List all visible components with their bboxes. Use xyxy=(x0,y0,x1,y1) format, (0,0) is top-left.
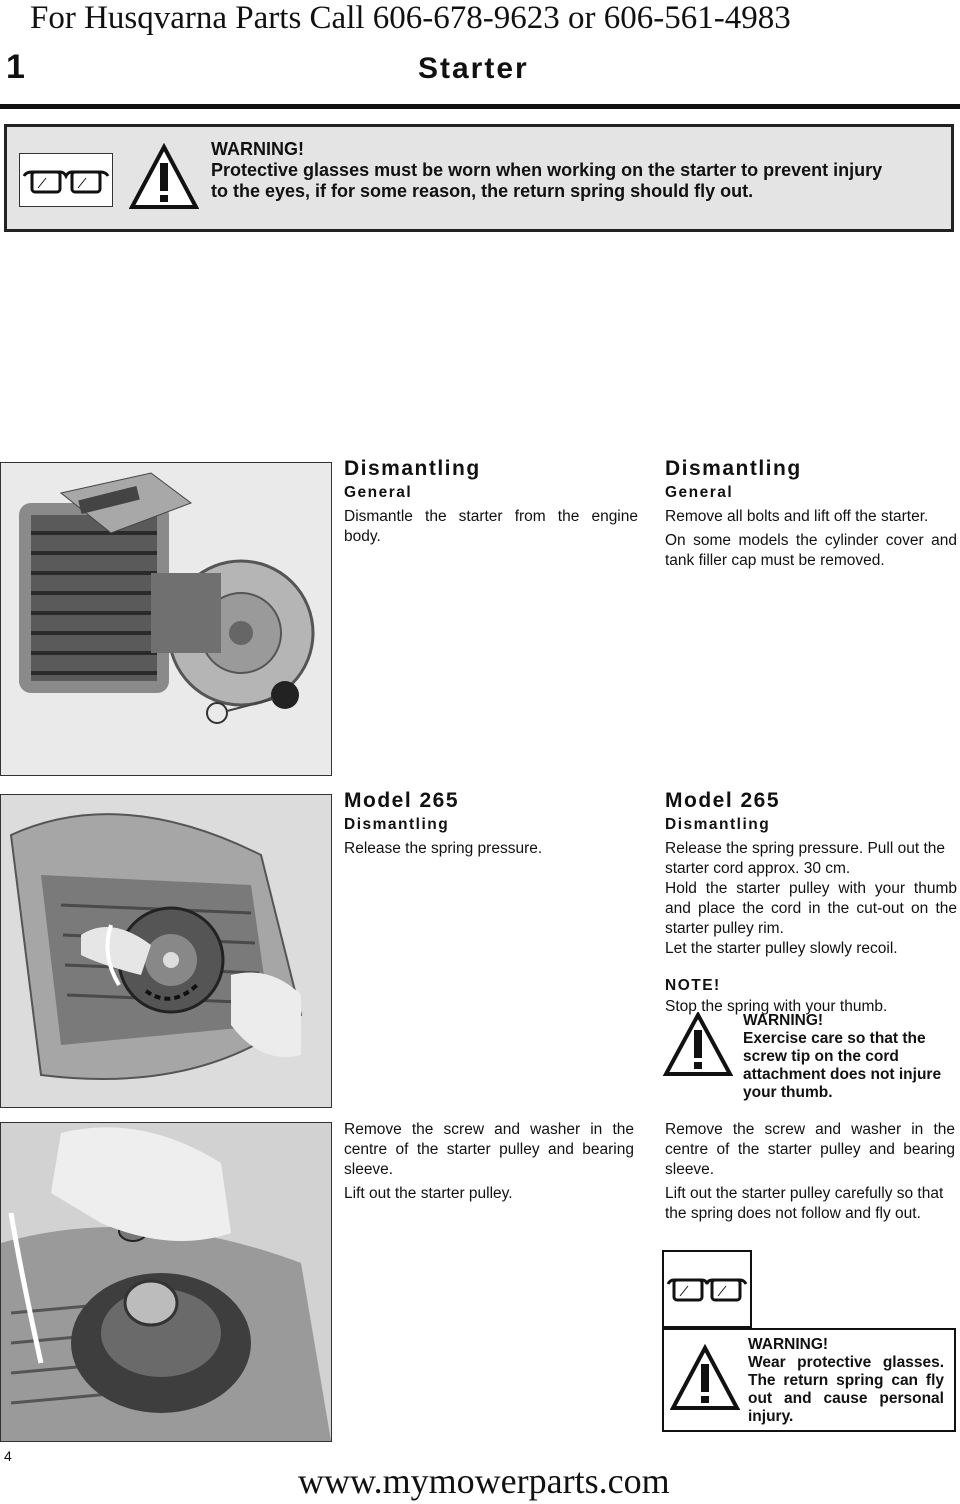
note-heading: NOTE! xyxy=(665,977,721,994)
warning-line-2: to the eyes, if for some reason, the return spring should fly out. xyxy=(211,181,754,201)
warning-body: Exercise care so that the screw tip on the cord attachment does not injure your thumb. xyxy=(743,1030,942,1101)
subheading-general: General xyxy=(344,484,413,501)
instruction-text: Release the spring pressure. xyxy=(344,840,543,857)
parts-call-header: For Husqvarna Parts Call 606-678-9623 or 606-561-4983 xyxy=(30,0,791,36)
chapter-number: 1 xyxy=(6,48,25,86)
bottom-warning-text xyxy=(748,1336,944,1426)
note-text: Stop the spring with your thumb. xyxy=(665,998,888,1015)
subheading-dismantling: Dismantling xyxy=(665,816,771,833)
pulley-removal-photo xyxy=(0,1122,332,1442)
instruction-text: On some models the cylinder cover and tank filler cap must be removed. xyxy=(665,532,957,569)
instruction-text: Release the spring pressure. Pull out the starter cord approx. 30 cm. xyxy=(665,840,946,877)
instruction-text: Let the starter pulley slowly recoil. xyxy=(665,940,898,957)
warning-triangle-icon xyxy=(670,1344,740,1417)
instruction-text: Remove the screw and washer in the centre of the starter pulley and bearing sleeve. xyxy=(344,1121,634,1178)
page-number: 4 xyxy=(4,1448,12,1464)
warning-heading: WARNING! xyxy=(748,1336,829,1353)
starter-release-photo xyxy=(0,794,332,1108)
header-rule xyxy=(0,104,960,109)
model265-right xyxy=(665,788,957,1017)
safety-glasses-icon xyxy=(19,153,113,207)
heading-dismantling: Dismantling xyxy=(344,457,481,480)
model265-left xyxy=(344,788,638,859)
top-warning-text xyxy=(211,139,882,202)
thumb-warning xyxy=(663,1010,955,1102)
dismantling-general-left xyxy=(344,456,638,547)
warning-heading: WARNING! xyxy=(743,1012,824,1029)
instruction-text: Hold the starter pulley with your thumb and place the cord in the cut-out on the starter pulley rim. xyxy=(665,880,957,937)
instruction-text: Remove the screw and washer in the centre of the starter pulley and bearing sleeve. xyxy=(665,1121,955,1178)
screw-removal-left xyxy=(344,1120,634,1204)
heading-model: Model 265 xyxy=(344,789,460,812)
warning-line-1: Protective glasses must be worn when working on the starter to prevent injury xyxy=(211,160,883,180)
thumb-warning-text xyxy=(743,1012,955,1102)
dismantling-general-right xyxy=(665,456,957,571)
bottom-warning-box xyxy=(662,1328,956,1432)
footer-url[interactable]: www.mymowerparts.com xyxy=(298,1461,670,1501)
engine-photo xyxy=(0,462,332,776)
subheading-dismantling: Dismantling xyxy=(344,816,450,833)
heading-model: Model 265 xyxy=(665,789,781,812)
top-warning-box xyxy=(4,124,954,232)
warning-triangle-icon xyxy=(129,143,199,216)
screw-removal-right xyxy=(665,1120,955,1224)
heading-dismantling: Dismantling xyxy=(665,457,802,480)
warning-body: Wear protective glasses. The return spring can fly out and cause personal injury. xyxy=(748,1354,944,1425)
instruction-text: Dismantle the starter from the engine body. xyxy=(344,508,638,545)
instruction-text: Lift out the starter pulley. xyxy=(344,1185,513,1202)
safety-glasses-icon xyxy=(662,1250,752,1328)
instruction-text: Lift out the starter pulley carefully so that the spring does not follow and fly out. xyxy=(665,1185,944,1222)
subheading-general: General xyxy=(665,484,734,501)
warning-triangle-icon xyxy=(663,1012,733,1078)
instruction-text: Remove all bolts and lift off the starter. xyxy=(665,508,929,525)
section-title: Starter xyxy=(418,52,529,85)
warning-heading: WARNING! xyxy=(211,139,304,159)
